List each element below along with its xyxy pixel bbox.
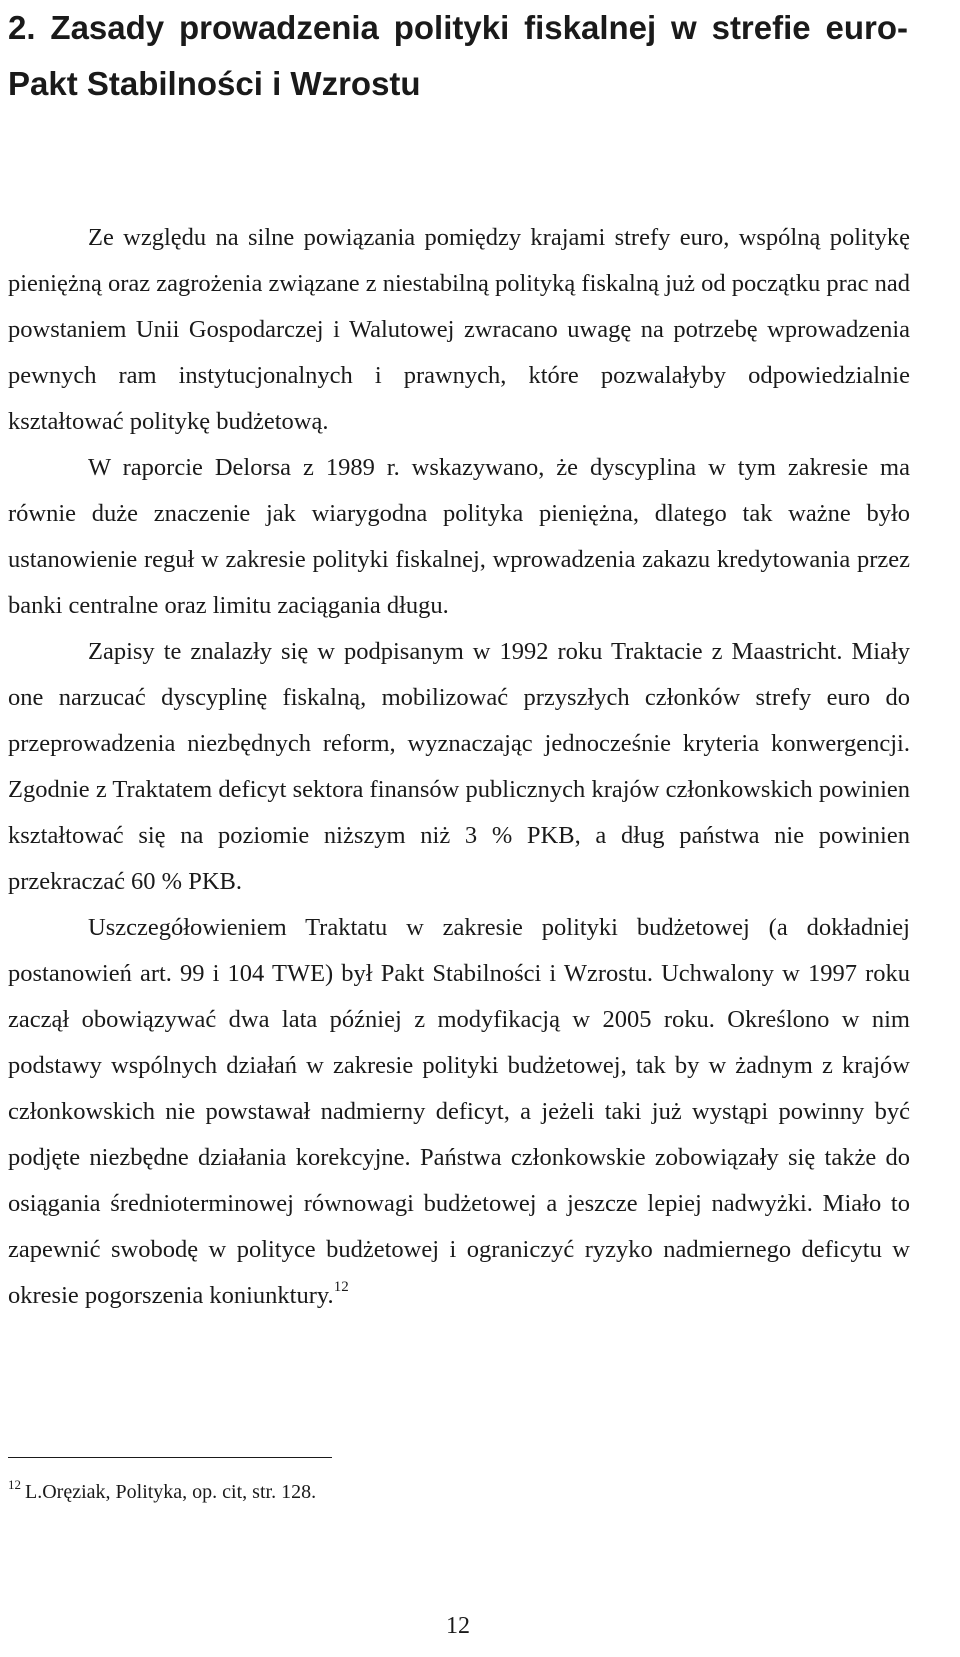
paragraph-2: W raporcie Delorsa z 1989 r. wskazywano, że dyscyplina w tym zakresie ma równie duże znaczenie jak wiarygodna polityka pieniężna, dlatego tak ważne było ustanowienie reguł w zakresie polityki fiskalnej, wprowadzenia zakazu kredytowania przez banki centralne oraz limitu zaciągania długu.	[8, 454, 910, 619]
paragraph-1: Ze względu na silne powiązania pomiędzy krajami strefy euro, wspólną politykę pieniężną oraz zagrożenia związane z niestabilną polityką fiskalną już od początku prac nad powstaniem Unii Gospodarczej i Walutowej zwracano uwagę na potrzebę wprowadzenia pewnych ram instytucjonalnych i prawnych, które pozwalałyby odpowiedzialnie kształtować politykę budżetową.	[8, 224, 910, 435]
footnote-marker: 12	[8, 1477, 21, 1492]
paragraph-3: Zapisy te znalazły się w podpisanym w 1992 roku Traktacie z Maastricht. Miały one narzucać dyscyplinę fiskalną, mobilizować przyszłych członków strefy euro do przeprowadzenia niezbędnych reform, wyznaczając jednocześnie kryteria konwergencji. Zgodnie z Traktatem deficyt sektora finansów publicznych krajów członkowskich powinien kształtować się na poziomie niższym niż 3 % PKB, a dług państwa nie powinien przekraczać 60 % PKB.	[8, 638, 910, 895]
footnote-text: L.Oręziak, Polityka, op. cit, str. 128.	[25, 1481, 317, 1503]
page-number: 12	[446, 1613, 470, 1639]
paragraph-4-text: Uszczegółowieniem Traktatu w zakresie polityki budżetowej (a dokładniej postanowień art. 99 i 104 TWE) był Pakt Stabilności i Wzrostu. Uchwalony w 1997 roku zaczął obowiązywać dwa lata później z modyfikacją w 2005 roku. Określono w nim podstawy wspólnych działań w zakresie polityki budżetowej, tak by w żadnym z krajów członkowskich nie powstawał nadmierny deficyt, a jeżeli taki już wystąpi powinny być podjęte niezbędne działania korekcyjne. Państwa członkowskie zobowiązały się także do osiągania średnioterminowej równowagi budżetowej a jeszcze lepiej nadwyżki. Miało to zapewnić swobodę w polityce budżetowej i ograniczyć ryzyko nadmiernego deficytu w okresie pogorszenia koniunktury.	[8, 914, 910, 1309]
section-title: Zasady prowadzenia polityki fiskalnej w strefie euro- Pakt Stabilności i Wzrostu	[8, 9, 909, 102]
section-heading	[8, 0, 908, 112]
paragraph-4	[8, 905, 910, 1319]
footnote	[8, 1477, 317, 1504]
body-text	[8, 215, 910, 1319]
footnote-separator	[8, 1457, 332, 1458]
footnote-reference[interactable]: 12	[333, 1279, 349, 1295]
section-number: 2.	[8, 9, 36, 46]
